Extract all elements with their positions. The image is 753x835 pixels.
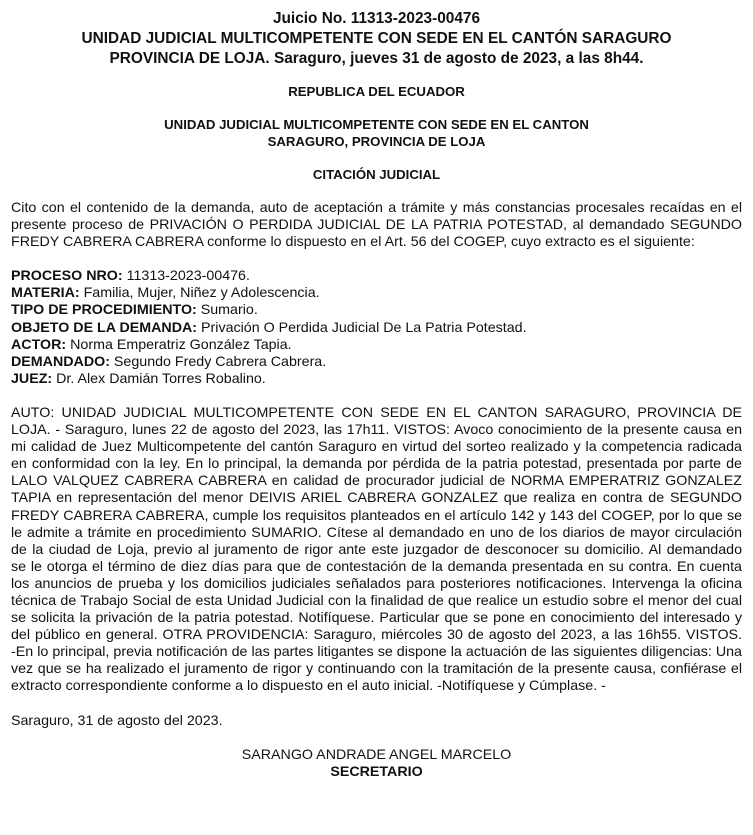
field-proceso: PROCESO NRO: 11313-2023-00476. bbox=[11, 268, 250, 285]
header-date: PROVINCIA DE LOJA. Saraguro, jueves 31 de agosto de 2023, a las 8h44. bbox=[109, 50, 644, 67]
field-actor: ACTOR: Norma Emperatriz González Tapia. bbox=[11, 336, 292, 353]
intro-paragraph bbox=[11, 200, 742, 251]
auto-line: FREDY CABRERA CABRERA, cumple los requisitos planteados en el artículo 142 y 143 del COGEP, por lo que se bbox=[11, 507, 742, 524]
court-name: UNIDAD JUDICIAL MULTICOMPETENTE CON SEDE EN EL CANTÓN SARAGURO bbox=[81, 30, 672, 47]
auto-line: -En lo principal, previa notificación de las partes litigantes se dispone la actuación de las siguientes diligencias: Una bbox=[11, 644, 742, 661]
auto-line: se le otorga el término de diez días para que de contestación de la demanda presentada en su contra. En cuenta bbox=[11, 558, 742, 575]
intro-line: Cito con el contenido de la demanda, auto de aceptación a trámite y más constancias procesales recaídas en el bbox=[11, 200, 742, 216]
auto-line: se solicita la privación de la patria potestad. Notifíquese. Particular que se pone en conocimiento del interesado y bbox=[11, 610, 742, 627]
citation-title: CITACIÓN JUDICIAL bbox=[312, 167, 441, 182]
auto-line: TAPIA en representación del menor DEIVIS ARIEL CABRERA GONZALEZ que realiza en contra de SEGUNDO bbox=[11, 490, 742, 507]
unit-title-line: UNIDAD JUDICIAL MULTICOMPETENTE CON SEDE EN EL CANTON bbox=[164, 117, 589, 132]
intro-line: FREDY CABRERA CABRERA conforme lo dispuesto en el Art. 56 del COGEP, cuyo extracto es el siguiente: bbox=[11, 234, 695, 251]
auto-line: del público en general. OTRA PROVIDENCIA: Saraguro, miércoles 30 de agosto del 2023, a las 16h55. VISTOS. bbox=[11, 627, 742, 644]
signatory-name: SARANGO ANDRADE ANGEL MARCELO bbox=[241, 746, 512, 763]
auto-line: LALO VALQUEZ CABRERA CABRERA en calidad de procurador judicial de NORMA EMPERATRIZ GONZALEZ bbox=[11, 473, 742, 490]
auto-line: técnica de Trabajo Social de esta Unidad Judicial con la finalidad de que realice un estudio sobre el menor del cual bbox=[11, 592, 742, 609]
auto-line: AUTO: UNIDAD JUDICIAL MULTICOMPETENTE CON SEDE EN EL CANTON SARAGURO, PROVINCIA DE bbox=[11, 404, 742, 421]
signatory-title: SECRETARIO bbox=[330, 763, 423, 780]
auto-line: los anuncios de prueba y los domicilios judiciales señalados para posteriores notificaciones. Intervenga la oficina bbox=[11, 575, 742, 592]
place-date: Saraguro, 31 de agosto del 2023. bbox=[11, 712, 223, 729]
signature-block bbox=[11, 747, 742, 781]
auto-line: extracto correspondiente conforme a lo dispuesto en el auto inicial. -Notifíquese y Cúmplase. - bbox=[11, 678, 606, 695]
case-header bbox=[11, 9, 742, 69]
field-tipo-procedimiento: TIPO DE PROCEDIMIENTO: Sumario. bbox=[11, 302, 258, 319]
intro-line: presente proceso de PRIVACIÓN O PERDIDA JUDICIAL DE LA PATRIA POTESTAD, al demandado SEGUNDO bbox=[11, 217, 742, 234]
auto-line: mi calidad de Juez Multicompetente del cantón Saraguro en virtud del sorteo realizado y la competencia radicada bbox=[11, 439, 742, 456]
field-objeto-demanda: OBJETO DE LA DEMANDA: Privación O Perdida Judicial De La Patria Potestad. bbox=[11, 319, 527, 336]
case-fields bbox=[11, 268, 742, 388]
auto-line: en conformidad con la ley. En lo principal, la demanda por pérdida de la patria potestad, presentada por parte de bbox=[11, 456, 742, 473]
republic-title: REPUBLICA DEL ECUADOR bbox=[288, 84, 465, 99]
field-demandado: DEMANDADO: Segundo Fredy Cabrera Cabrera. bbox=[11, 353, 327, 370]
auto-line: LOJA. - Saraguro, lunes 22 de agosto del 2023, las 17h11. VISTOS: Avoco conocimiento de la presente causa en bbox=[11, 422, 742, 439]
case-number: Juicio No. 11313-2023-00476 bbox=[272, 10, 481, 27]
field-juez: JUEZ: Dr. Alex Damián Torres Robalino. bbox=[11, 370, 266, 387]
auto-line: de la ciudad de Loja, previo al juramento de rigor ante este juzgador de desconocer su domicilio. Al demandado bbox=[11, 541, 742, 558]
unit-title-line: SARAGURO, PROVINCIA DE LOJA bbox=[267, 134, 486, 149]
auto-paragraph bbox=[11, 405, 742, 696]
auto-line: le admite a trámite en procedimiento SUMARIO. Cítese al demandado en uno de los diarios de mayor circulación bbox=[11, 524, 742, 541]
unit-title bbox=[11, 116, 742, 150]
auto-line: vez que se ha realizado el juramento de rigor y continuando con la tramitación de la presente causa, confiérase el bbox=[11, 661, 742, 678]
field-materia: MATERIA: Familia, Mujer, Niñez y Adolescencia. bbox=[11, 285, 320, 302]
